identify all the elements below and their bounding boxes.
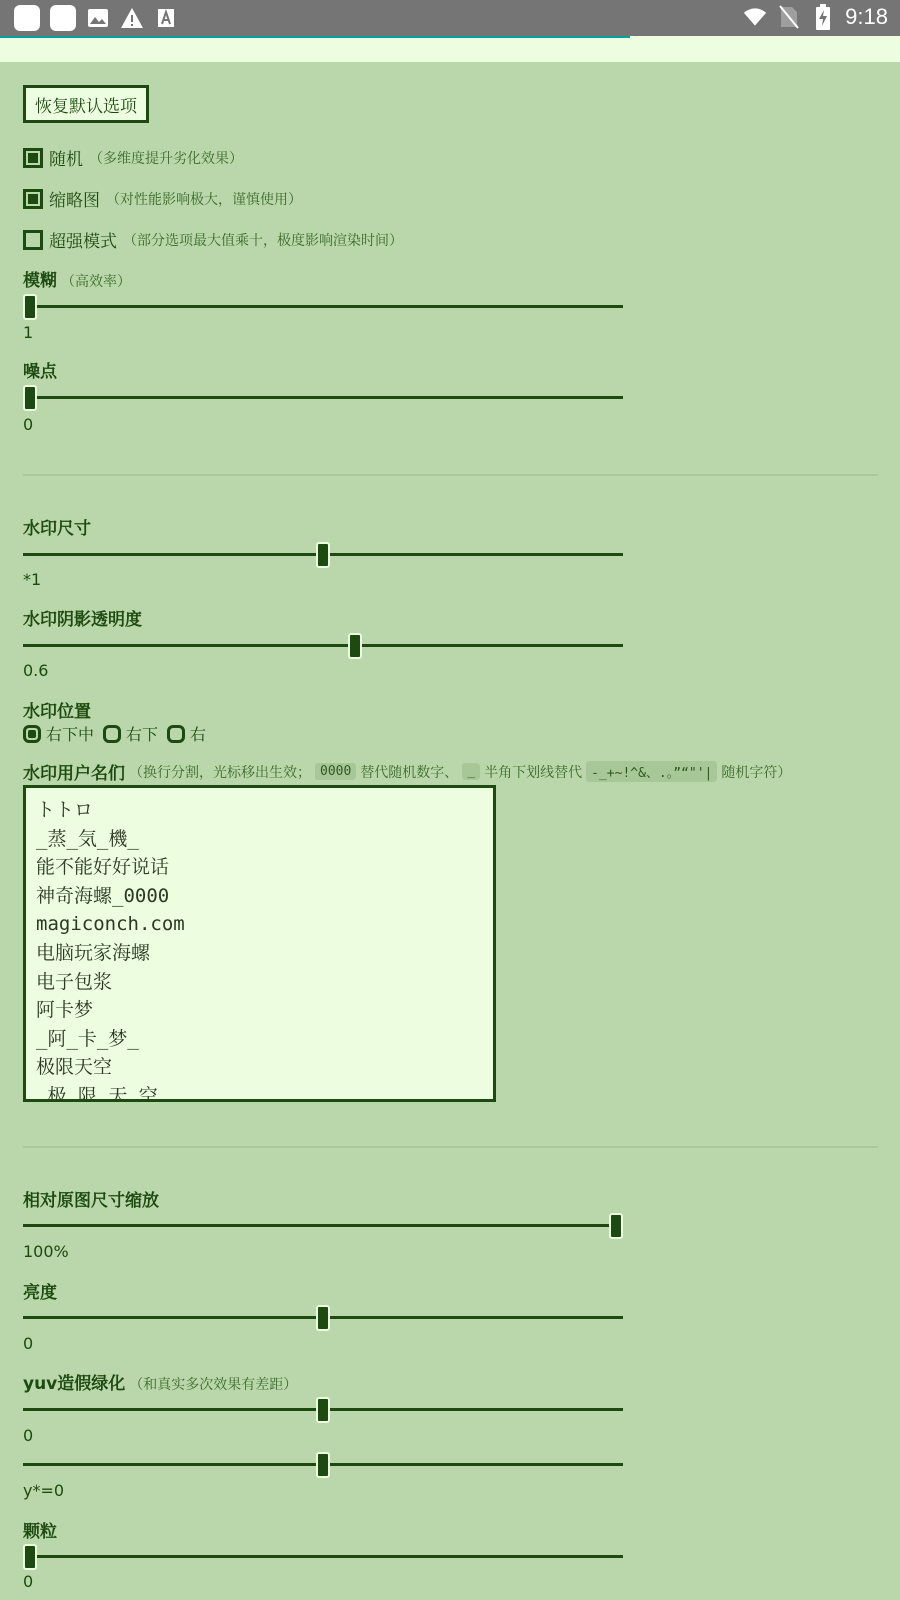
yuv-slider[interactable] xyxy=(23,1395,623,1425)
thumbnail-hint: （对性能影响极大，谨慎使用） xyxy=(106,191,302,208)
position-label-1: 右下中 xyxy=(46,725,95,744)
yuv-hint: （和真实多次效果有差距） xyxy=(129,1377,298,1393)
scale-value: 100% xyxy=(23,1242,69,1261)
slider-thumb[interactable] xyxy=(316,1452,330,1478)
position-label-3: 右 xyxy=(190,725,207,744)
position-radio-2[interactable] xyxy=(103,725,121,743)
watermark-shadow-slider[interactable] xyxy=(23,631,623,661)
grain-label: 颗粒 xyxy=(23,1522,57,1542)
divider xyxy=(23,474,878,476)
slider-track xyxy=(23,396,623,399)
watermark-size-value: *1 xyxy=(23,570,42,589)
slider-thumb[interactable] xyxy=(23,385,37,411)
blur-heading xyxy=(23,266,131,291)
grain-value: 0 xyxy=(23,1572,34,1591)
position-radio-3[interactable] xyxy=(167,725,185,743)
slider-track xyxy=(23,1224,623,1227)
position-label-2: 右下 xyxy=(126,725,159,744)
progress-line xyxy=(0,36,630,38)
option-random[interactable] xyxy=(23,145,243,170)
slider-thumb[interactable] xyxy=(348,633,362,659)
random-checkbox[interactable] xyxy=(23,148,43,168)
wifi-icon xyxy=(743,5,767,29)
slider-thumb[interactable] xyxy=(23,1544,37,1570)
slider-thumb[interactable] xyxy=(316,542,330,568)
position-radio-1[interactable] xyxy=(23,725,41,743)
code-digits: 0000 xyxy=(315,763,356,780)
blur-label: 模糊 xyxy=(23,271,57,291)
watermark-users-hint-mid2: 半角下划线替代 xyxy=(484,764,583,781)
watermark-users-heading xyxy=(23,759,791,784)
blur-slider[interactable] xyxy=(23,292,623,322)
watermark-position-label: 水印位置 xyxy=(23,702,91,722)
thumbnail-label: 缩略图 xyxy=(49,191,100,211)
slider-thumb[interactable] xyxy=(23,294,37,320)
app-square-icon xyxy=(50,5,76,31)
super-mode-label: 超强模式 xyxy=(49,232,117,252)
brightness-value: 0 xyxy=(23,1334,34,1353)
brightness-slider[interactable] xyxy=(23,1303,623,1333)
watermark-users-hint-mid1: 替代随机数字、 xyxy=(360,764,459,781)
code-underscore: _ xyxy=(462,763,480,780)
blur-value: 1 xyxy=(23,323,34,342)
watermark-users-hint-prefix: （换行分割，光标移出生效； xyxy=(129,764,311,781)
status-bar xyxy=(0,0,900,36)
noise-value: 0 xyxy=(23,415,34,434)
font-icon xyxy=(154,6,178,30)
yuv-value: 0 xyxy=(23,1426,34,1445)
slider-track xyxy=(23,1555,623,1558)
thumbnail-checkbox[interactable] xyxy=(23,189,43,209)
watermark-position-group xyxy=(23,722,206,745)
header-strip xyxy=(0,36,900,62)
watermark-shadow-label: 水印阴影透明度 xyxy=(23,610,142,630)
random-hint: （多维度提升劣化效果） xyxy=(89,150,243,167)
clock: 9:18 xyxy=(845,4,888,29)
scale-label: 相对原图尺寸缩放 xyxy=(23,1191,159,1211)
slider-thumb[interactable] xyxy=(609,1213,623,1239)
warning-icon xyxy=(120,6,144,30)
no-sim-icon xyxy=(777,5,801,29)
option-super-mode[interactable] xyxy=(23,227,403,252)
battery-charging-icon xyxy=(811,5,835,29)
code-chars: -_+~!^&、.。”“"'| xyxy=(586,761,717,782)
super-mode-hint: （部分选项最大值乘十，极度影响渲染时间） xyxy=(123,232,403,249)
slider-thumb[interactable] xyxy=(316,1305,330,1331)
yuv-heading xyxy=(23,1369,297,1394)
slider-track xyxy=(23,305,623,308)
noise-slider[interactable] xyxy=(23,383,623,413)
scale-slider[interactable] xyxy=(23,1211,623,1241)
watermark-size-slider[interactable] xyxy=(23,540,623,570)
app-square-icon xyxy=(14,5,40,31)
random-label: 随机 xyxy=(49,150,83,170)
brightness-label: 亮度 xyxy=(23,1283,57,1303)
noise-label: 噪点 xyxy=(23,362,57,382)
yuv-label: yuv造假绿化 xyxy=(23,1374,126,1394)
slider-track xyxy=(23,644,623,647)
yuv-y-slider[interactable] xyxy=(23,1450,623,1480)
watermark-size-label: 水印尺寸 xyxy=(23,519,91,539)
slider-thumb[interactable] xyxy=(316,1397,330,1423)
blur-hint: （高效率） xyxy=(61,274,131,290)
reset-defaults-button[interactable]: 恢复默认选项 xyxy=(23,85,149,123)
option-thumbnail[interactable] xyxy=(23,186,302,211)
watermark-users-textarea[interactable] xyxy=(23,785,496,1102)
watermark-users-label: 水印用户名们 xyxy=(23,764,125,784)
yuv-y-value: y*=0 xyxy=(23,1481,65,1500)
image-icon xyxy=(86,6,110,30)
super-mode-checkbox[interactable] xyxy=(23,230,43,250)
watermark-shadow-value: 0.6 xyxy=(23,661,49,680)
grain-slider[interactable] xyxy=(23,1542,623,1572)
watermark-users-hint-suffix: 随机字符） xyxy=(721,764,792,781)
divider xyxy=(23,1146,878,1148)
